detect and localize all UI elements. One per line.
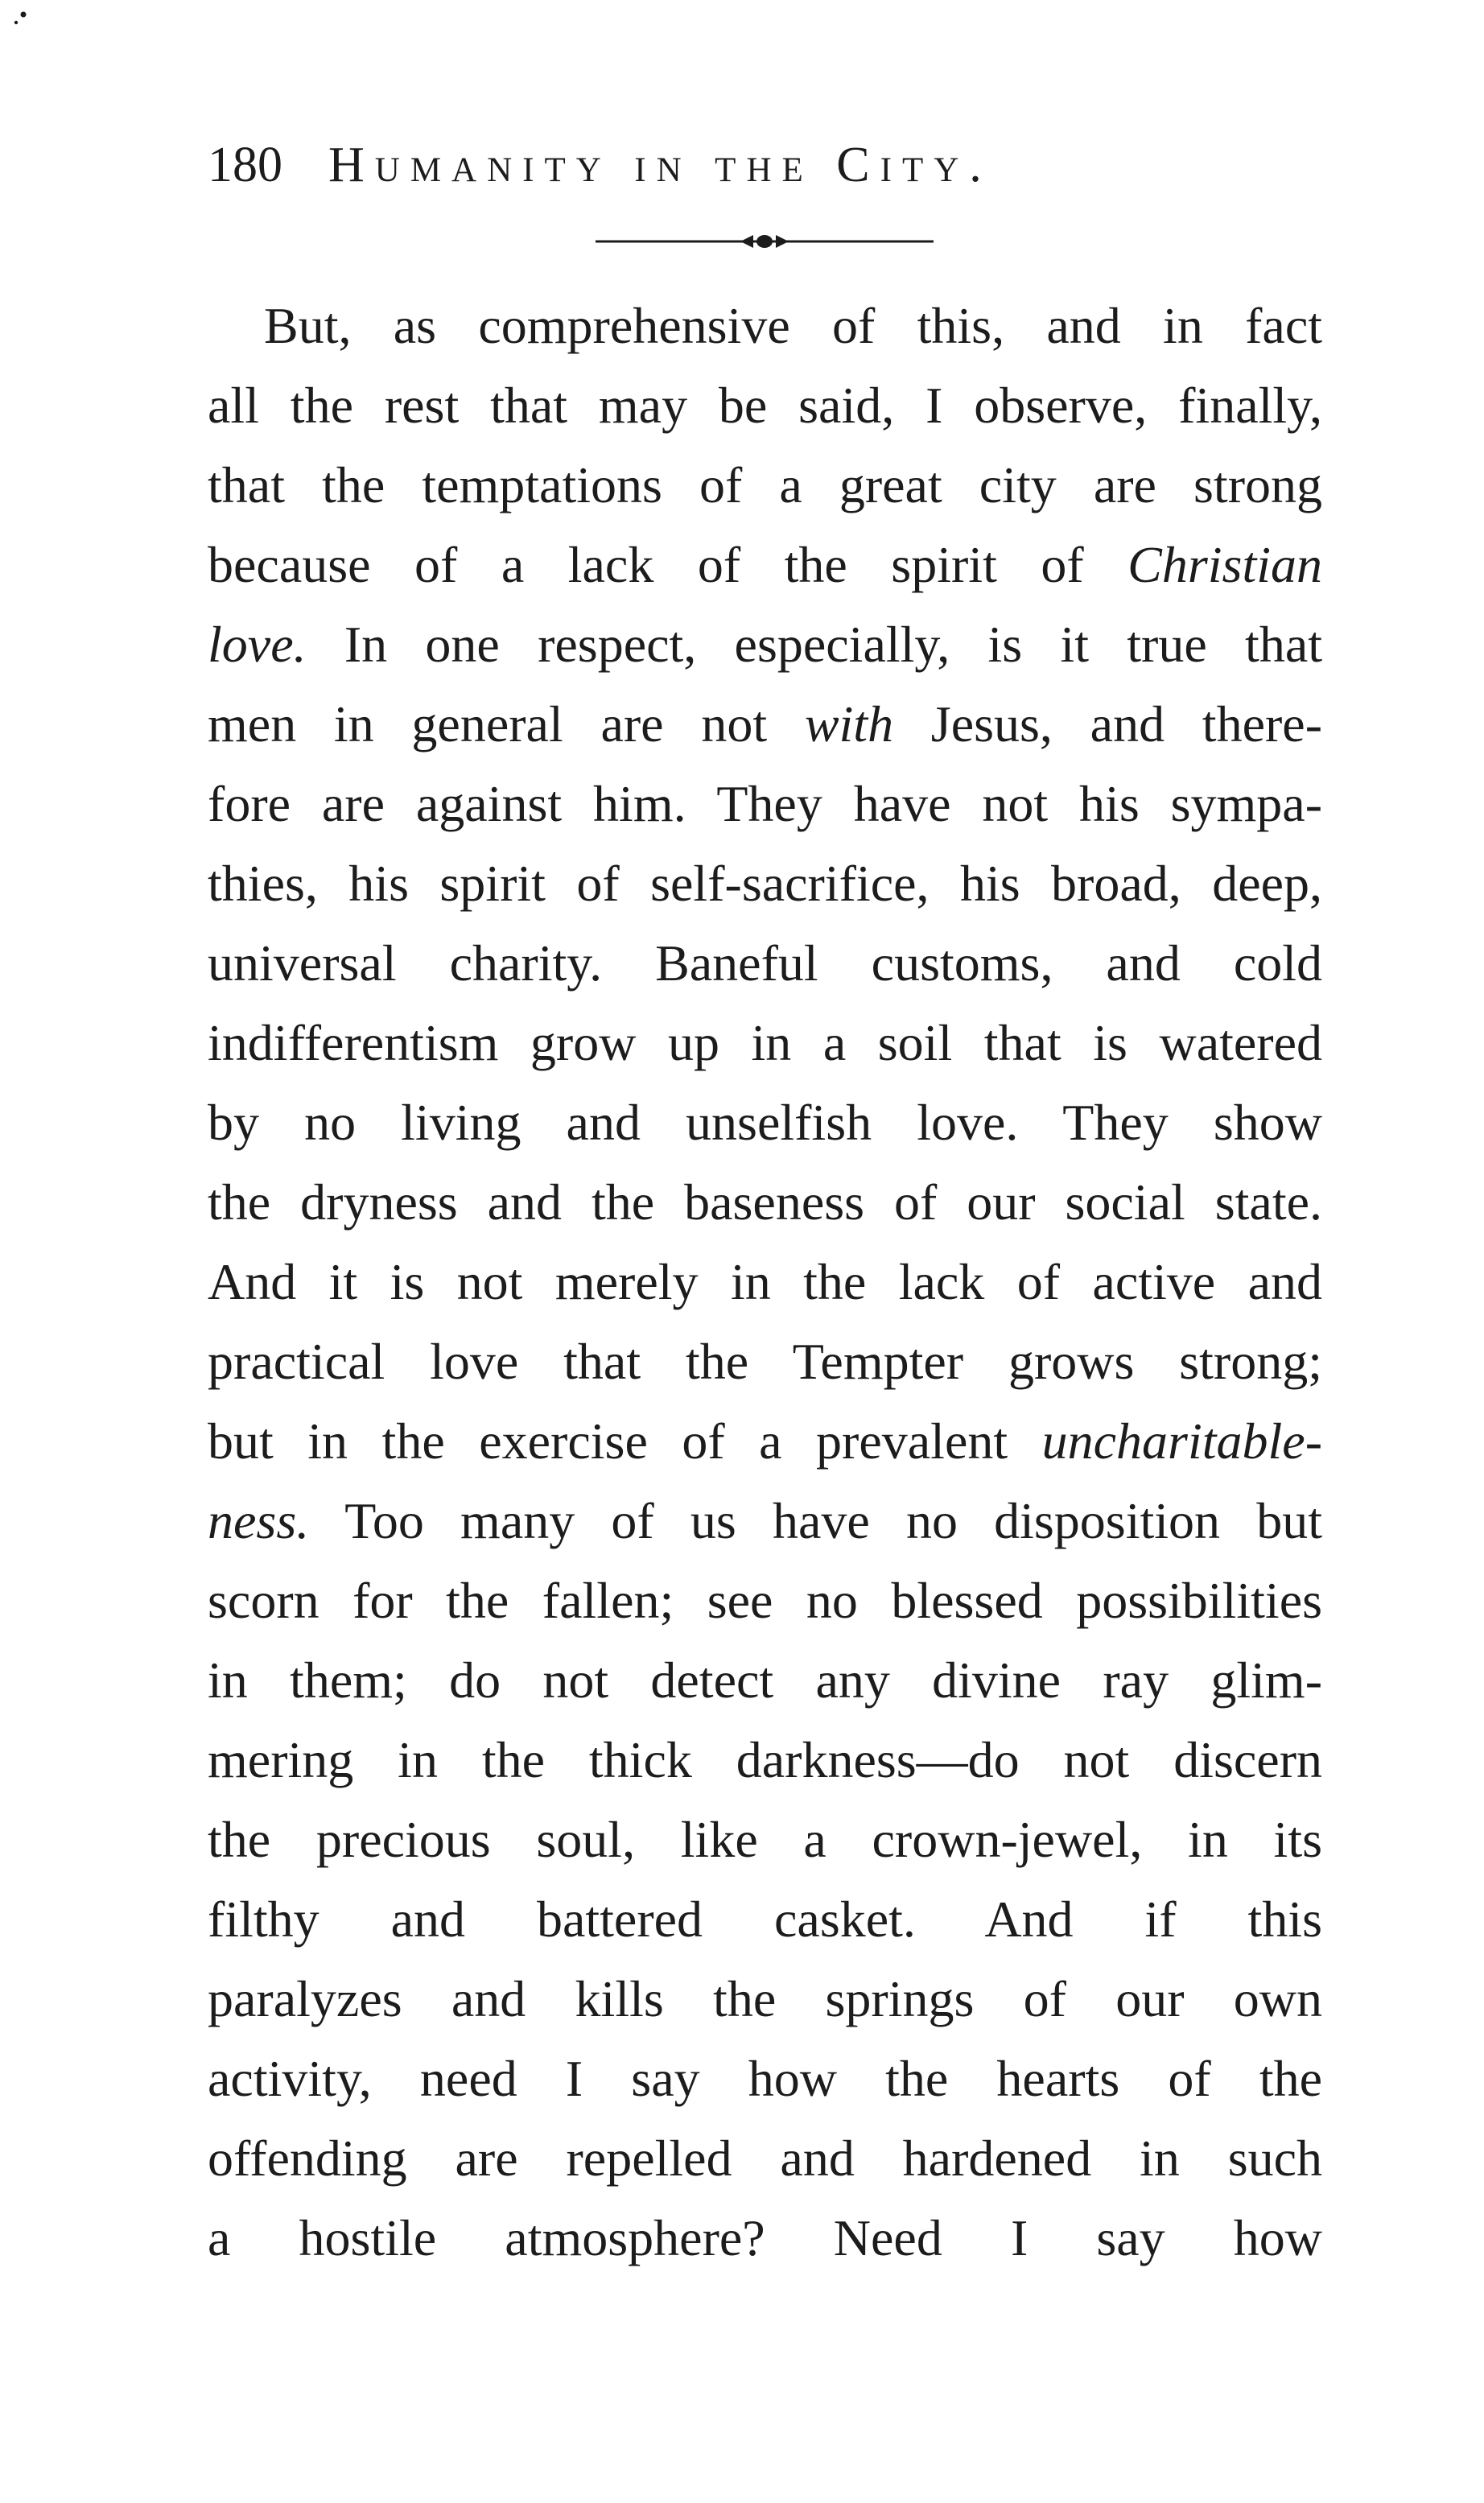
text-line	[208, 2039, 1322, 2118]
text-line	[208, 764, 1322, 843]
text-segment: a hostile atmosphere? Need I say how	[208, 2209, 1322, 2266]
text-segment: in them; do not detect any divine ray glim-	[208, 1651, 1322, 1709]
text-segment: paralyzes and kills the springs of our own	[208, 1970, 1322, 2027]
text-segment: offending are repelled and hardened in such	[208, 2130, 1322, 2187]
text-line	[208, 1640, 1322, 1720]
page-number: 180	[208, 138, 282, 192]
text-segment: fore are against him. They have not his sympa-	[208, 775, 1322, 832]
text-line	[208, 525, 1322, 604]
text-line	[208, 1561, 1322, 1640]
text-segment: practical love that the Tempter grows strong;	[208, 1333, 1322, 1390]
text-line	[208, 1401, 1322, 1481]
text-line	[208, 1481, 1322, 1561]
text-segment: that the temptations of a great city are strong	[208, 456, 1322, 513]
text-line	[208, 604, 1322, 684]
text-segment: mering in the thick darkness—do not discern	[208, 1731, 1322, 1788]
text-segment: thies, his spirit of self-sacrifice, his broad, deep,	[208, 855, 1322, 912]
text-line	[208, 1800, 1322, 1879]
body-text	[208, 286, 1322, 2278]
text-segment: filthy and battered casket. And if this	[208, 1891, 1322, 1948]
text-line	[208, 1322, 1322, 1401]
print-speck-mark	[5, 8, 29, 32]
ornament-divider	[596, 225, 934, 258]
text-segment: all the rest that may be said, I observe, finally,	[208, 377, 1322, 434]
text-line	[208, 843, 1322, 923]
text-segment: because of a lack of the spirit of	[208, 536, 1128, 593]
text-line	[208, 1959, 1322, 2039]
text-segment: but in the exercise of a prevalent	[208, 1412, 1042, 1470]
italic-text: Christian	[1127, 536, 1322, 593]
italic-text: love.	[208, 616, 307, 673]
running-title: Humanity in the City.	[328, 138, 992, 192]
running-head	[208, 133, 1254, 197]
italic-text: uncharitable-	[1041, 1412, 1322, 1470]
text-segment: But, as comprehensive of this, and in fact	[264, 297, 1322, 354]
text-line	[208, 1082, 1322, 1162]
text-segment: Jesus, and there-	[893, 695, 1323, 753]
text-segment: universal charity. Baneful customs, and cold	[208, 934, 1322, 992]
text-segment: by no living and unselfish love. They show	[208, 1094, 1322, 1151]
text-segment: indifferentism grow up in a soil that is watered	[208, 1014, 1322, 1071]
text-line	[208, 1162, 1322, 1242]
text-line	[208, 923, 1322, 1003]
text-line	[208, 2118, 1322, 2198]
text-segment: And it is not merely in the lack of active and	[208, 1253, 1322, 1310]
text-line	[208, 684, 1322, 764]
text-segment: Too many of us have no disposition but	[309, 1492, 1322, 1549]
text-segment: the dryness and the baseness of our social state.	[208, 1173, 1322, 1231]
text-line	[208, 1720, 1322, 1800]
text-line	[208, 365, 1322, 445]
italic-text: ness.	[208, 1492, 310, 1549]
text-line	[208, 1003, 1322, 1082]
text-segment: scorn for the fallen; see no blessed possibilities	[208, 1572, 1322, 1629]
text-line	[208, 445, 1322, 525]
text-line	[208, 2198, 1322, 2278]
text-line	[208, 1879, 1322, 1959]
text-segment: the precious soul, like a crown-jewel, in its	[208, 1811, 1322, 1868]
text-segment: In one respect, especially, is it true that	[306, 616, 1322, 673]
italic-text: with	[804, 695, 894, 753]
text-line	[208, 286, 1322, 365]
text-segment: activity, need I say how the hearts of the	[208, 2050, 1322, 2107]
text-segment: men in general are not	[208, 695, 805, 753]
text-line	[208, 1242, 1322, 1322]
